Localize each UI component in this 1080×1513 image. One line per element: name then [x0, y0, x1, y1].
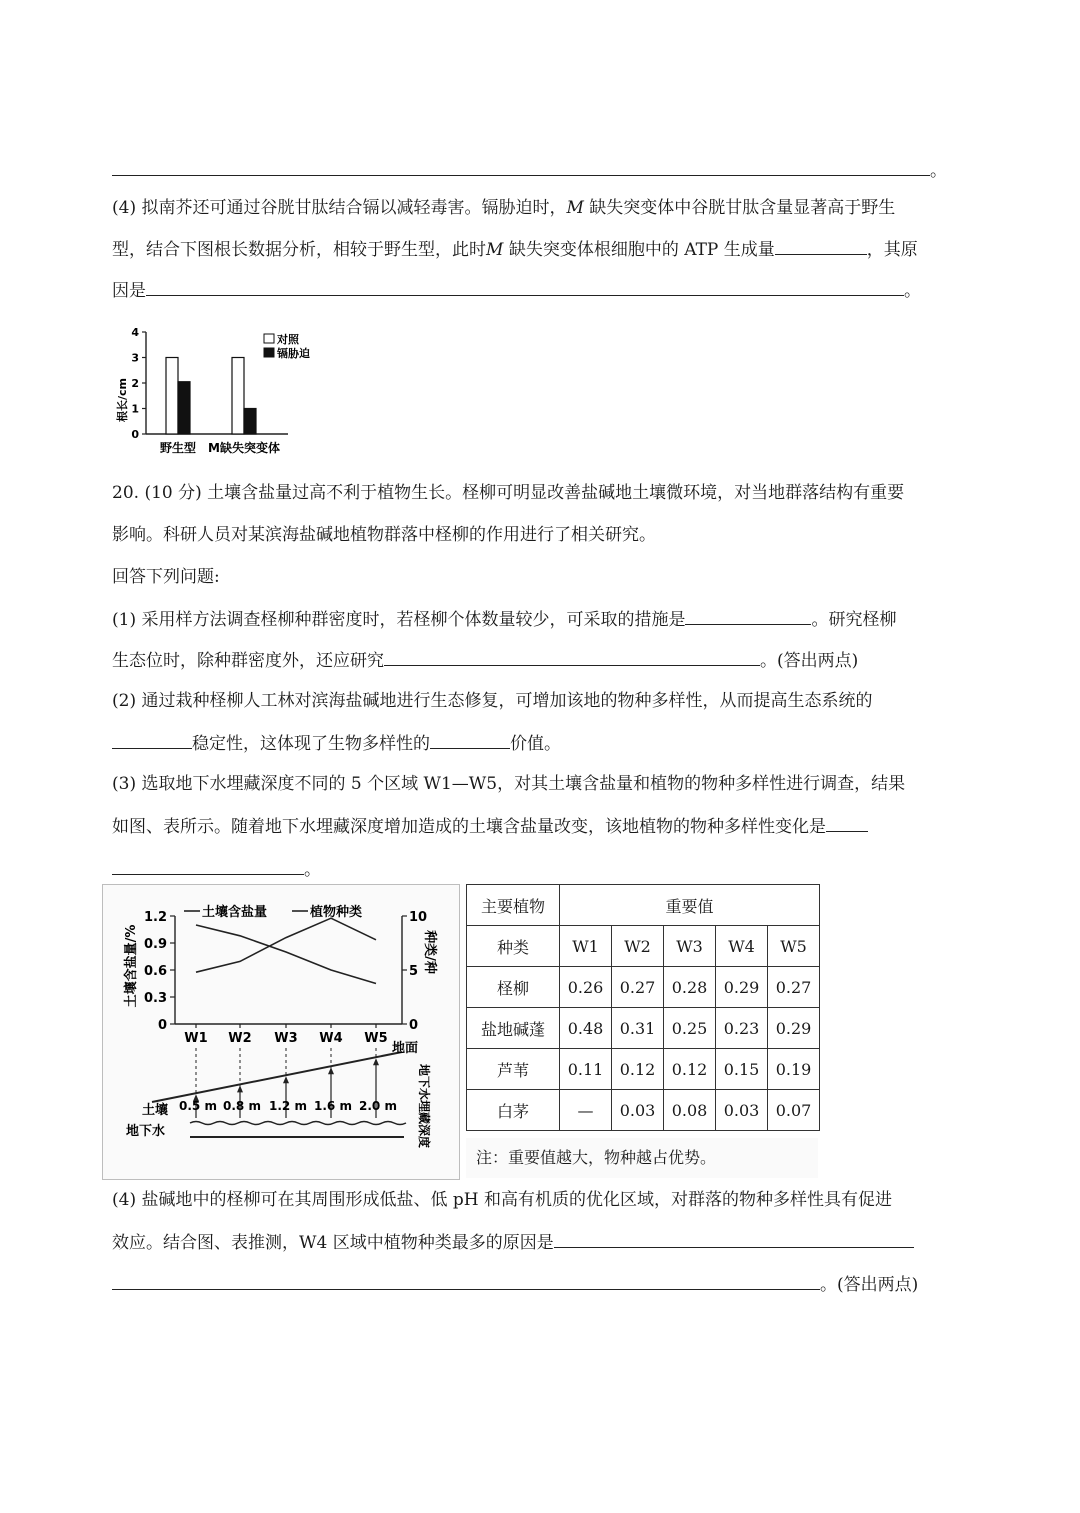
table-header-plant: 主要植物 [467, 885, 560, 926]
answer-blank[interactable] [112, 856, 304, 875]
left-tick-label: 1.2 [143, 910, 167, 925]
category-label: M缺失突变体 [208, 441, 280, 455]
right-tick-label: 0 [409, 1018, 419, 1033]
left-tick-label: 0.9 [143, 937, 167, 952]
p3-line-2: 如图、表所示。随着地下水埋藏深度增加造成的土壤含盐量改变，该地植物的物种多样性变化是 [112, 813, 868, 839]
x-tick-label: W4 [319, 1031, 343, 1046]
depth-label: 1.2 m [269, 1099, 307, 1113]
y-tick-label: 2 [131, 377, 139, 390]
importance-value-table [466, 884, 820, 1131]
y-tick-label: 3 [131, 351, 139, 365]
ground-line [152, 1052, 402, 1102]
line-1: 。 [112, 157, 947, 183]
left-tick-label: 0.6 [143, 964, 167, 979]
depth-label: 2.0 m [359, 1099, 397, 1113]
answer-blank[interactable] [775, 236, 867, 255]
right-axis-label: 种类/种 [422, 930, 437, 974]
bar-对照 [232, 358, 244, 435]
answer-blank[interactable] [112, 730, 192, 749]
legend-swatch [264, 334, 274, 343]
table-row: 白茅 — 0.03 0.08 0.03 0.07 [467, 1090, 820, 1131]
p2-line-2: 稳定性，这体现了生物多样性的 价值。 [112, 730, 561, 756]
series-line-植物种类 [196, 918, 376, 972]
soil-label: 土壤 [142, 1103, 169, 1118]
p1-line-1: (1) 采用样方法调查柽柳种群密度时，若柽柳个体数量较少，可采取的措施是 。研究柽柳 [112, 606, 896, 632]
q4-line-2: 型，结合下图根长数据分析，相较于野生型，此时M 缺失突变体根细胞中的 ATP 生成量 ，其原 [112, 236, 918, 262]
y-tick-label: 1 [131, 402, 139, 416]
right-tick-label: 10 [409, 910, 428, 925]
p4-line-2: 效应。结合图、表推测，W4 区域中植物种类最多的原因是 [112, 1229, 914, 1255]
table-row: 芦苇 0.11 0.12 0.12 0.15 0.19 [467, 1049, 820, 1090]
x-tick-label: W2 [228, 1031, 252, 1046]
arrow-head [237, 1085, 243, 1092]
q20-line-3: 回答下列问题: [112, 567, 220, 587]
table-header-importance: 重要值 [560, 885, 820, 926]
left-axis-label: 土壤含盐量/% [124, 924, 139, 1008]
water-surface [190, 1122, 406, 1125]
y-tick-label: 4 [131, 326, 139, 339]
answer-blank[interactable] [826, 813, 868, 832]
root-length-bar-chart [112, 322, 332, 460]
answer-blank[interactable] [112, 157, 930, 176]
bar-镉胁迫 [178, 382, 190, 434]
q4-line-3: 因是 。 [112, 277, 921, 303]
table-row: 盐地碱蓬 0.48 0.31 0.25 0.23 0.29 [467, 1008, 820, 1049]
q4-line-1: (4) 拟南芥还可通过谷胱甘肽结合镉以减轻毒害。镉胁迫时，M 缺失突变体中谷胱甘肽含量显著高于野生 [112, 198, 896, 218]
arrow-head [328, 1067, 334, 1074]
left-tick-label: 0 [157, 1018, 167, 1033]
legend-label: 土壤含盐量 [202, 905, 268, 920]
p3-line-3: 。 [112, 856, 321, 882]
depth-axis-label: 地下水埋藏深度 [417, 1063, 431, 1149]
answer-blank[interactable] [554, 1229, 914, 1248]
p2-line-1: (2) 通过栽种柽柳人工林对滨海盐碱地进行生态修复，可增加该地的物种多样性，从而提高生态系统的 [112, 691, 873, 711]
right-tick-label: 5 [409, 964, 419, 979]
series-line-土壤含盐量 [196, 925, 376, 984]
bar-镉胁迫 [244, 409, 256, 435]
answer-blank[interactable] [384, 647, 760, 666]
answer-blank[interactable] [430, 730, 510, 749]
legend-swatch [264, 348, 274, 357]
ground-label: 地面 [392, 1041, 419, 1056]
x-tick-label: W5 [364, 1031, 388, 1046]
legend-label: 植物种类 [310, 905, 363, 920]
left-tick-label: 0.3 [143, 991, 167, 1006]
answer-blank[interactable] [685, 606, 811, 625]
p4-line-1: (4) 盐碱地中的柽柳可在其周围形成低盐、低 pH 和高有机质的优化区域，对群落的物种多样性具有促进 [112, 1190, 892, 1210]
answer-blank[interactable] [112, 1271, 820, 1290]
p3-line-1: (3) 选取地下水埋藏深度不同的 5 个区域 W1—W5，对其土壤含盐量和植物的物种多样性进行调查，结果 [112, 774, 906, 794]
groundwater-label: 地下水 [126, 1124, 166, 1139]
y-axis-label: 根长/cm [116, 378, 129, 422]
p4-line-3: 。(答出两点) [112, 1271, 918, 1297]
depth-label: 0.5 m [179, 1099, 217, 1113]
table-row: 柽柳 0.26 0.27 0.28 0.29 0.27 [467, 967, 820, 1008]
y-tick-label: 0 [131, 428, 139, 441]
depth-label: 1.6 m [314, 1099, 352, 1113]
q20-line-1: 20. (10 分) 土壤含盐量过高不利于植物生长。柽柳可明显改善盐碱地土壤微环境，对当地群落结构有重要 [112, 483, 905, 503]
salt-species-line-chart [102, 884, 458, 1178]
answer-blank[interactable] [146, 277, 904, 296]
table-subheader-row: 种类 W1 W2 W3 W4 W5 [467, 926, 820, 967]
arrow-head [373, 1058, 379, 1065]
bar-对照 [166, 358, 178, 435]
q20-line-2: 影响。科研人员对某滨海盐碱地植物群落中柽柳的作用进行了相关研究。 [112, 525, 656, 545]
depth-label: 0.8 m [223, 1099, 261, 1113]
legend-label: 镉胁迫 [277, 347, 310, 360]
table-note: 注：重要值越大，物种越占优势。 [466, 1138, 818, 1178]
x-tick-label: W3 [274, 1031, 298, 1046]
category-label: 野生型 [159, 441, 197, 455]
p1-line-2: 生态位时，除种群密度外，还应研究 。(答出两点) [112, 647, 858, 673]
x-tick-label: W1 [184, 1031, 208, 1046]
arrow-head [283, 1076, 289, 1083]
legend-label: 对照 [277, 333, 299, 346]
